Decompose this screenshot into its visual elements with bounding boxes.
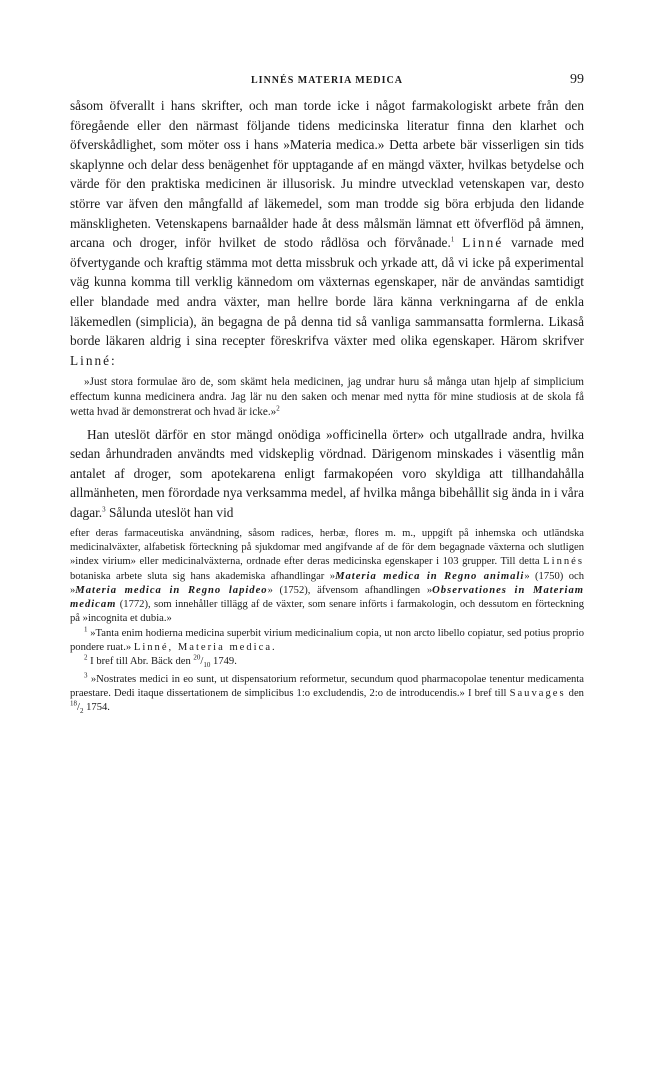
footnote-2: $^2$ I bref till Abr. Bäck den $^{20}/_{10}$ 1749. — [84, 653, 237, 670]
footnote-ref-1: 1 — [450, 235, 455, 244]
author-name: Linnés — [543, 556, 584, 568]
date-month: 2 — [79, 707, 84, 716]
author-name: Linné — [70, 352, 112, 368]
block-quote — [70, 375, 584, 419]
footnote-1 — [70, 627, 584, 656]
footnote-number: 2 — [84, 653, 88, 662]
footnote-ref-2: 2 — [276, 404, 280, 413]
main-text — [70, 96, 584, 523]
para1-part-a: såsom öfverallt i hans skrifter, och man torde icke i något farmakologiskt arbete från den föregående eller den närmast följande tidens medicinska literatur finna den klarhet och öfverskådlighet, som möter oss i hans »Materia medica.» Detta arbete bär visserligen sin tids skaplynne och delar dess benägenhet för upptagande af en mängd växter, hvilkas betydelse och värde för den praktiska medicinen är illusorisk. Ju mindre utvecklad vetenskapen var, desto större var äfven den mångfalld af läkemedel, som man trodde sig böra erbjuda den lidande mänskligheten. Vetenskapens barnaålder hade åt dess målsmän lämnat ett öfverflöd på ämnen, arcana och droger, inför hvilket de stodo rådlösa och förvånade. — [70, 98, 584, 251]
footnote-source: Linné, Materia medica. — [133, 642, 277, 654]
footnote-text: »Tanta enim hodierna medicina superbit virium medicinalium copia, ut non arcto libello copiatur, sed potius proprio pondere ruat.» — [70, 627, 584, 654]
page-header — [70, 72, 584, 96]
footnote-text: botaniska arbete sluta sig hans akademiska afhandlingar » — [70, 570, 336, 582]
work-title: Materia medica in Regno animali — [335, 570, 525, 582]
footnote-number: 1 — [84, 625, 88, 634]
footnote-text: efter deras farmaceutiska användning, såsom radices, herbæ, flores m. m., uppgift på inhemska och utländska medicinalväxter, alfabetisk förteckning på sjukdomar med angifvande af de för dem begagnade växterna och slutligen »index virium» eller medicinalväxterna, ordnade efter deras medicinska egenskaper i 103 grupper. Till detta — [70, 527, 584, 568]
date-year: 1754. — [83, 702, 110, 714]
page-number: 99 — [570, 72, 584, 87]
para1-part-c: : — [111, 352, 115, 368]
footnote-text: den — [565, 688, 584, 700]
paragraph-1 — [70, 96, 584, 370]
footnote-text: » (1752), äfvensom afhandlingen » — [267, 584, 433, 596]
footnote-text: » (1750) och » — [70, 570, 584, 596]
date-day: 18 — [70, 699, 77, 708]
author-name: Sauvages — [509, 688, 566, 700]
running-title: LINNÉS MATERIA MEDICA — [251, 75, 403, 86]
author-name: Linné — [462, 235, 504, 251]
quote-text: »Just stora formulae äro de, som skämt hela medicinen, jag undrar huru så många utan hjelp af simplicium effectum kunna medicinera andra. Jag lär nu den saken och menar med nytta för mine studiosis at de skola få wetta hvad är demonstrerat och hvad är icke.» — [70, 376, 584, 418]
footnote-text: (1772), som innehåller tillägg af de växter, som senare införts i farmakologin, och dessutom en förteckning på »incognita et dubia.» — [70, 599, 584, 625]
paragraph-2 — [70, 425, 584, 523]
footnote-text: I bref till Abr. Bäck den — [87, 656, 194, 668]
para2-part-b: Sålunda uteslöt han vid — [105, 505, 234, 521]
footnotes — [70, 527, 584, 719]
footnote-ref-3: 3 — [102, 505, 106, 514]
book-page — [70, 72, 584, 719]
footnote-text: »Nostrates medici in eo sunt, ut dispensatorium reformetur, secundum quod pharmacopolae tenentur medicamenta praestare. Dedi itaque dissertationem de simplicibus 1:o excludendis, 2:o de introducendis.» I bref till — [70, 673, 584, 700]
date-day: 20 — [193, 653, 201, 662]
footnote-continued — [70, 527, 584, 627]
footnote-number: 3 — [84, 671, 88, 680]
para1-part-b: varnade med öfvertygande och kraftig stämma mot detta missbruk och yrkade att, då vi icke på experimental väg kunna komma till verklig kännedom om växternas egenskaper, när de användas samtidigt eller blandade med andra växter, man hellre borde lära känna verkningarna af de enkla läkemedlen (simplicia), än begagna de på denna tid så vanliga sammansatta formlerna. Likaså borde läkaren aldrig i sina recepter föreskrifva växter med olika egenskaper. Härom skrifver — [70, 235, 585, 349]
para2-part-a: Han uteslöt därför en stor mängd onödiga »officinella örter» och utgallrade andra, hvilka sedan århundraden användts med vidskeplig vördnad. Därigenom minskades i väsentlig mån antalet af droger, som apotekarena enligt farmakopéen voro skyldiga att tillhandahålla allmänheten, men förordade nya verksamma medel, af hvilka många bibehållit sig ända in i våra dagar. — [70, 426, 584, 521]
footnote-3: $^3$ »Nostrates medici in eo sunt, ut dispensatorium reformetur, secundum quod pharmacopolae tenentur medicamenta praestare. Dedi itaque dissertationem de simplicibus 1:o excludendis, 2:o de introducendis.» I bref till Sauvages den $^{18}/_2$ 1754. — [70, 671, 584, 716]
date-month: 10 — [203, 661, 211, 670]
date-year: 1749. — [210, 656, 237, 668]
work-title: Observationes in Materiam medicam — [70, 584, 584, 611]
work-title: Materia medica in Regno lapideo — [75, 584, 268, 596]
